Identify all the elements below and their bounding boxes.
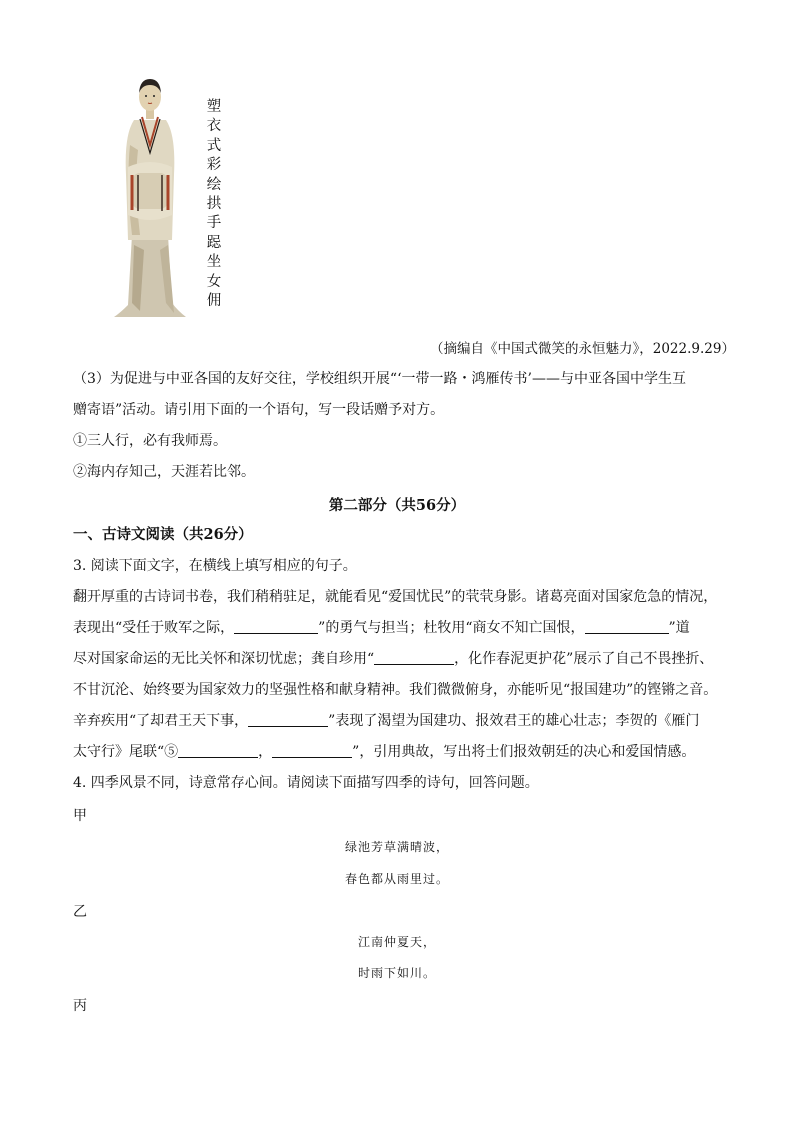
q3b-intro: 3. 阅读下面文字，在横线上填写相应的句子。 [73, 558, 357, 574]
poem-label-yi: 乙 [73, 904, 87, 920]
answer-blank-4[interactable] [248, 712, 328, 727]
text: ， [258, 744, 273, 760]
answer-blank-1[interactable] [234, 619, 318, 634]
source-citation: （摘编自《中国式微笑的永恒魅力》，2022.9.29） [430, 341, 735, 357]
text: ”，引用典故，写出将士们报效朝廷的决心和爱国情感。 [352, 744, 696, 760]
q3b-line6 [73, 742, 695, 762]
answer-blank-5[interactable] [178, 743, 258, 758]
answer-blank-3[interactable] [374, 650, 454, 665]
q3-line1: （3）为促进与中亚各国的友好交往，学校组织开展“‘一带一路・鸿雁传书’——与中亚各国中学生互 [73, 371, 686, 387]
poem-jia-line2: 春色都从雨里过。 [344, 872, 449, 886]
q3b-line1: 翻开厚重的古诗词书卷，我们稍稍驻足，就能看见“爱国忧民”的茕茕身影。诸葛亮面对国家危急的情况， [73, 589, 718, 605]
figure-caption: 塑衣式彩绘拱手跽坐女佣 [206, 99, 222, 310]
text: 太守行》尾联“⑤ [73, 744, 179, 760]
text: 尽对国家命运的无比关怀和深切忧虑；龚自珍用“ [73, 651, 375, 667]
text: ”道 [668, 620, 690, 636]
q3-line2: 赠寄语”活动。请引用下面的一个语句，写一段话赠予对方。 [73, 402, 445, 418]
q4-intro: 4. 四季风景不同，诗意常存心间。请阅读下面描写四季的诗句，回答问题。 [73, 775, 539, 791]
poem-label-jia: 甲 [73, 808, 87, 824]
poem-label-bing: 丙 [73, 998, 87, 1014]
part2-title: 第二部分（共56分） [328, 497, 466, 514]
text: ”的勇气与担当；杜牧用“商女不知亡国恨， [318, 620, 585, 636]
poem-yi-line2: 时雨下如川。 [357, 966, 436, 980]
poem-jia-line1: 绿池芳草满晴波， [344, 840, 449, 854]
text: 辛弃疾用“了却君王天下事， [73, 713, 249, 729]
poem-yi-line1: 江南仲夏天， [357, 935, 436, 949]
answer-blank-2[interactable] [585, 619, 669, 634]
q3-option2: ②海内存知己，天涯若比邻。 [73, 464, 255, 480]
q3b-line5 [73, 711, 699, 731]
q3b-line4: 不甘沉沦、始终要为国家效力的坚强性格和献身精神。我们微微俯身，亦能听见“报国建功”的铿锵之音。 [73, 682, 718, 698]
q3b-line2 [73, 618, 690, 638]
text: ，化作春泥更护花”展示了自己不畏挫折、 [454, 651, 714, 667]
answer-blank-6[interactable] [272, 743, 352, 758]
figurine-image [110, 75, 190, 320]
q3b-line3 [73, 649, 713, 669]
section1-title: 一、古诗文阅读（共26分） [73, 526, 253, 543]
text: ”表现了渴望为国建功、报效君王的雄心壮志；李贺的《雁门 [328, 713, 700, 729]
text: 表现出“受任于败军之际， [73, 620, 235, 636]
q3-option1: ①三人行，必有我师焉。 [73, 433, 227, 449]
